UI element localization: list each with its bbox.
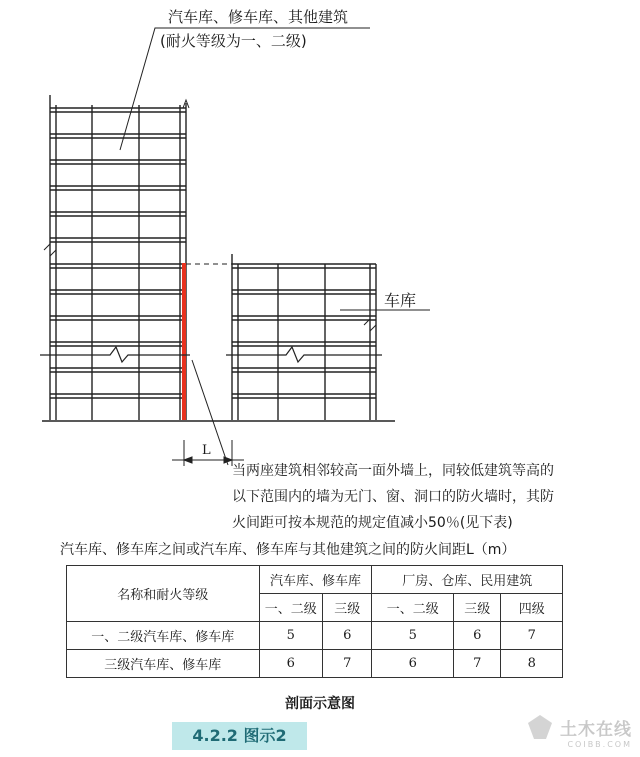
top-label-line2: (耐火等级为一、二级): [160, 32, 307, 50]
subheader-cell: 一、二级: [259, 594, 323, 622]
break-line: [40, 347, 190, 362]
value-cell: 6: [372, 650, 454, 678]
subheader-cell: 三级: [323, 594, 372, 622]
watermark-text: 土木在线: [560, 720, 632, 740]
value-cell: 8: [501, 650, 563, 678]
figure-label: 4.2.2 图示2: [172, 722, 307, 750]
fire-distance-table: [66, 565, 563, 678]
value-cell: 7: [454, 650, 501, 678]
break-mark-right: [364, 319, 376, 331]
table-title: 汽车库、修车库之间或汽车库、修车库与其他建筑之间的防火间距L（m）: [60, 542, 516, 558]
note-line: 火间距可按本规范的规定值减小50％(见下表): [232, 515, 513, 531]
table-row: [67, 622, 563, 650]
watermark-logo-icon: [526, 713, 554, 741]
group-header-other: 厂房、仓库、民用建筑: [372, 566, 563, 594]
value-cell: 5: [259, 622, 323, 650]
row-name-cell: 一、二级汽车库、修车库: [67, 622, 260, 650]
garage-building: [232, 254, 376, 420]
subheader-cell: 四级: [501, 594, 563, 622]
value-cell: 5: [372, 622, 454, 650]
subheader-cell: 一、二级: [372, 594, 454, 622]
table-row: [67, 650, 563, 678]
watermark-subtext: COIBB.COM: [567, 740, 632, 749]
dimension-label: L: [202, 443, 211, 458]
value-cell: 6: [259, 650, 323, 678]
tall-building: [50, 95, 186, 420]
group-header-garage: 汽车库、修车库: [259, 566, 372, 594]
break-line: [226, 347, 382, 362]
caption: 剖面示意图: [285, 696, 355, 712]
row-header-cell: 名称和耐火等级: [67, 566, 260, 622]
top-label-line1: 汽车库、修车库、其他建筑: [168, 8, 349, 26]
garage-label: 车库: [384, 291, 417, 310]
watermark: [560, 715, 632, 749]
value-cell: 6: [454, 622, 501, 650]
value-cell: 7: [323, 650, 372, 678]
break-mark-left: [44, 244, 56, 256]
subheader-cell: 三级: [454, 594, 501, 622]
value-cell: 7: [501, 622, 563, 650]
note-line: 当两座建筑相邻较高一面外墙上，同较低建筑等高的: [232, 463, 554, 479]
value-cell: 6: [323, 622, 372, 650]
note-line: 以下范围内的墙为无门、窗、洞口的防火墙时，其防: [232, 489, 554, 505]
row-name-cell: 三级汽车库、修车库: [67, 650, 260, 678]
